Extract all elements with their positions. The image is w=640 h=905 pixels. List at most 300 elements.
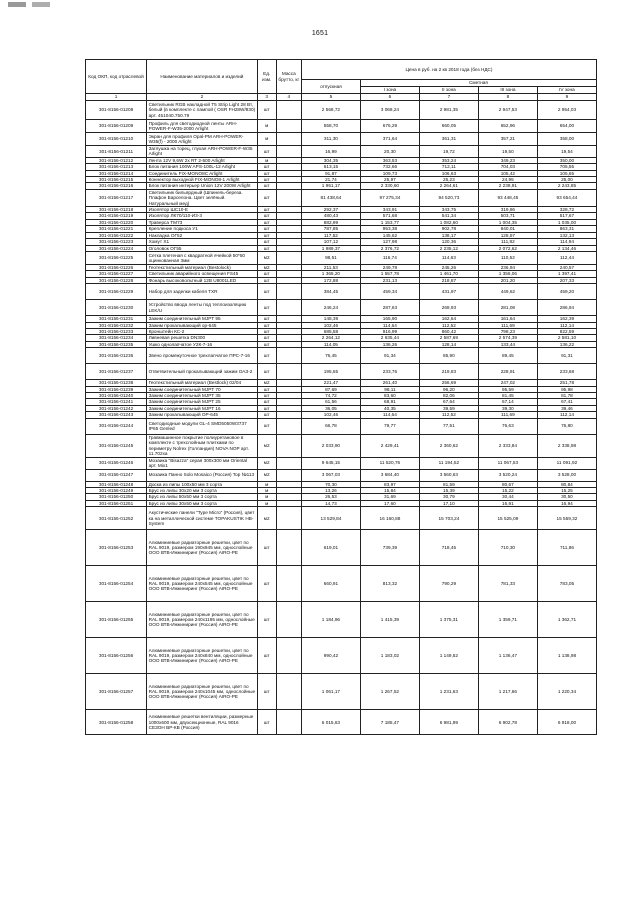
price-release: 91,87 — [301, 170, 360, 176]
item-name: Ушко однолапчатое У2К-7-16 — [147, 341, 258, 347]
item-name: Звено промежуточное трехлапчатое ПРС-7-16 — [147, 348, 258, 364]
item-mass — [276, 638, 301, 674]
price-zone-4: 459,20 — [537, 284, 596, 300]
item-unit: шт — [257, 328, 276, 334]
price-zone-4: 3 528,00 — [537, 469, 596, 481]
price-zone-3: 1 356,06 — [478, 271, 537, 277]
price-zone-2: 2 587,69 — [419, 335, 478, 341]
item-code: 301-8156-01228 — [86, 277, 147, 283]
item-unit: шт — [257, 530, 276, 566]
price-release: 384,45 — [301, 284, 360, 300]
price-zone-3: 710,30 — [478, 530, 537, 566]
price-zone-4: 240,57 — [537, 264, 596, 270]
item-mass — [276, 101, 301, 120]
price-zone-3: 840,01 — [478, 226, 537, 232]
price-zone-1: 676,29 — [360, 120, 419, 133]
item-name: Блок питания интерьер Union 12V 200W Arlight — [147, 183, 258, 189]
price-table — [85, 59, 597, 735]
price-zone-2: 2 264,61 — [419, 183, 478, 189]
price-zone-1: 3 684,40 — [360, 469, 419, 481]
price-zone-2: 82,06 — [419, 392, 478, 398]
price-zone-1: 165,90 — [360, 316, 419, 322]
price-zone-3: 6 902,78 — [478, 710, 537, 735]
price-release: 882,99 — [301, 219, 360, 225]
item-code: 301-8156-01240 — [86, 392, 147, 398]
item-code: 301-8156-01208 — [86, 101, 147, 120]
price-release: 1 365,20 — [301, 271, 360, 277]
table-row — [86, 710, 597, 735]
price-zone-2: 218,87 — [419, 277, 478, 283]
price-zone-4: 2 243,85 — [537, 183, 596, 189]
item-unit: м — [257, 133, 276, 146]
price-zone-4: 863,31 — [537, 226, 596, 232]
price-zone-4: 112,14 — [537, 412, 596, 418]
price-zone-2: 353,24 — [419, 157, 478, 163]
item-unit: шт — [257, 271, 276, 277]
price-release: 1 061,17 — [301, 674, 360, 710]
price-zone-4: 822,59 — [537, 328, 596, 334]
price-zone-3: 89,45 — [478, 348, 537, 364]
price-zone-3: 2 947,53 — [478, 101, 537, 120]
price-zone-3: 161,64 — [478, 316, 537, 322]
item-name: Акустические панели "Type Micro" (Россия), цвет ка на металлической системе TOPAKUSTIK HB-System — [147, 507, 258, 530]
item-unit: шт — [257, 207, 276, 213]
price-zone-2: 245,26 — [419, 264, 478, 270]
item-unit: м2 — [257, 251, 276, 264]
price-zone-1: 953,38 — [360, 226, 419, 232]
price-release: 14,73 — [301, 500, 360, 506]
price-release: 2 568,72 — [301, 101, 360, 120]
price-zone-4: 93 654,44 — [537, 189, 596, 206]
price-release: 1 184,96 — [301, 602, 360, 638]
item-code: 301-8156-01239 — [86, 386, 147, 392]
item-code: 301-8156-01238 — [86, 380, 147, 386]
item-unit: шт — [257, 710, 276, 735]
item-unit: шт — [257, 226, 276, 232]
price-zone-3: 16,91 — [478, 500, 537, 506]
item-name: Светильник бильярдный (Шпинель-береза. Плафон Барселона. Цвет зелёный. Натуральный мед) — [147, 189, 258, 206]
item-unit: м — [257, 481, 276, 487]
price-zone-3: 111,82 — [478, 239, 537, 245]
item-code: 301-8156-01222 — [86, 232, 147, 238]
price-zone-1: 114,64 — [360, 322, 419, 328]
item-code: 301-8156-01224 — [86, 245, 147, 251]
price-release: 6 015,63 — [301, 710, 360, 735]
price-zone-3: 1 359,71 — [478, 602, 537, 638]
price-release: 66,78 — [301, 418, 360, 434]
price-release: 36,05 — [301, 405, 360, 411]
price-zone-1: 343,91 — [360, 207, 419, 213]
price-zone-3: 19,50 — [478, 146, 537, 158]
item-code: 301-8156-01219 — [86, 213, 147, 219]
price-zone-3: 67,14 — [478, 399, 537, 405]
price-zone-1: 127,98 — [360, 239, 419, 245]
price-zone-3: 93 448,45 — [478, 189, 537, 206]
price-zone-2: 17,10 — [419, 500, 478, 506]
item-code: 301-8156-01242 — [86, 405, 147, 411]
price-zone-2: 106,63 — [419, 170, 478, 176]
table-row — [86, 602, 597, 638]
price-zone-3: 111,69 — [478, 322, 537, 328]
item-unit: шт — [257, 189, 276, 206]
price-zone-2: 361,31 — [419, 133, 478, 146]
price-release: 619,01 — [301, 530, 360, 566]
price-zone-1: 79,77 — [360, 418, 419, 434]
price-release: 311,30 — [301, 133, 360, 146]
table-row — [86, 566, 597, 602]
price-release: 70,30 — [301, 481, 360, 487]
table-row — [86, 189, 597, 206]
table-row — [86, 638, 597, 674]
item-mass — [276, 602, 301, 638]
price-zone-1: 371,64 — [360, 133, 419, 146]
table-row — [86, 530, 597, 566]
price-zone-3: 2 072,62 — [478, 245, 537, 251]
item-code: 301-8156-01220 — [86, 219, 147, 225]
price-zone-2: 85,90 — [419, 348, 478, 364]
item-unit: м2 — [257, 264, 276, 270]
price-zone-4: 105,65 — [537, 170, 596, 176]
price-zone-3: 201,20 — [478, 277, 537, 283]
item-unit: м2 — [257, 380, 276, 386]
item-unit: м — [257, 488, 276, 494]
header-unit: Ед. изм. — [257, 60, 276, 94]
item-code: 301-8156-01251 — [86, 500, 147, 506]
item-unit: шт — [257, 335, 276, 341]
price-zone-1: 114,64 — [360, 412, 419, 418]
price-zone-3: 11 067,53 — [478, 457, 537, 469]
item-code: 301-8156-01225 — [86, 251, 147, 264]
item-name: Светильник аварийного освещения FS45 — [147, 271, 258, 277]
price-zone-3: 2 574,39 — [478, 335, 537, 341]
item-name: Сетка плетеная с квадратной ячейкой 50*50 оцинкованная 3мм — [147, 251, 258, 264]
item-name: Траверса ТМ73 — [147, 219, 258, 225]
item-name: Зажим прокалывающий ОР-645 — [147, 412, 258, 418]
price-release: 107,12 — [301, 239, 360, 245]
price-zone-3: 1 217,66 — [478, 674, 537, 710]
price-zone-4: 15 559,32 — [537, 507, 596, 530]
item-mass — [276, 674, 301, 710]
price-release: 195,65 — [301, 364, 360, 380]
price-zone-4: 1 035,00 — [537, 219, 596, 225]
price-release: 13,26 — [301, 488, 360, 494]
price-zone-4: 81,78 — [537, 392, 596, 398]
price-zone-2: 77,51 — [419, 418, 478, 434]
item-code: 301-8156-01229 — [86, 284, 147, 300]
item-name: Зажим соединительный MJPT 95 — [147, 316, 258, 322]
price-zone-2: 219,83 — [419, 364, 478, 380]
price-zone-3: 281,08 — [478, 300, 537, 316]
price-zone-4: 711,86 — [537, 530, 596, 566]
item-code: 301-8156-01217 — [86, 189, 147, 206]
item-unit: шт — [257, 386, 276, 392]
item-code: 301-8156-01247 — [86, 469, 147, 481]
price-release: 221,47 — [301, 380, 360, 386]
item-code: 301-8156-01226 — [86, 264, 147, 270]
item-mass — [276, 434, 301, 457]
price-release: 2 033,90 — [301, 434, 360, 457]
item-name: Изолятор ШС10-Е — [147, 207, 258, 213]
item-name: Брус из липы 30х50 мм 3 сорта — [147, 500, 258, 506]
table-row — [86, 507, 597, 530]
price-zone-4: 136,22 — [537, 341, 596, 347]
price-zone-4: 328,72 — [537, 207, 596, 213]
item-unit: шт — [257, 245, 276, 251]
item-unit: шт — [257, 146, 276, 158]
table-row — [86, 674, 597, 710]
price-zone-2: 902,78 — [419, 226, 478, 232]
col-number: 3 — [257, 94, 276, 101]
price-zone-3: 652,96 — [478, 120, 537, 133]
price-zone-2: 2 360,62 — [419, 434, 478, 457]
item-name: Мозаика "Bisazza" серая 300х300 мм Oriental арт. Mix1 — [147, 457, 258, 469]
price-zone-1: 25,97 — [360, 177, 419, 183]
price-zone-1: 287,63 — [360, 300, 419, 316]
item-name: Мозаика Панно Solo Mosaico (Россия) Top №113 — [147, 469, 258, 481]
item-name: Крепление подкоса У1 — [147, 226, 258, 232]
table-row — [86, 133, 597, 146]
item-name: Оголовок ОГ55 — [147, 245, 258, 251]
price-zone-2: 1 375,31 — [419, 602, 478, 638]
price-zone-3: 128,57 — [478, 232, 537, 238]
item-name: Кронштейн КС-2 — [147, 328, 258, 334]
item-unit: шт — [257, 164, 276, 170]
price-zone-3: 110,52 — [478, 251, 537, 264]
item-name: Зажим соединительный MJPT 16 — [147, 405, 258, 411]
price-zone-3: 133,44 — [478, 341, 537, 347]
price-zone-1: 83,60 — [360, 392, 419, 398]
price-zone-3: 247,02 — [478, 380, 537, 386]
item-code: 301-8156-01250 — [86, 494, 147, 500]
item-unit: м2 — [257, 434, 276, 457]
item-mass — [276, 418, 301, 434]
item-name: Коннектор выходной FIX-MONO8-1 Arlight — [147, 177, 258, 183]
price-zone-3: 781,33 — [478, 566, 537, 602]
item-name: Ответвительный прокалывающий зажим ОАЗ-2 — [147, 364, 258, 380]
item-name: Гравмашинное покрытие полиуретановое в комплекте с трехслойным плитками по периметру Nolrex (Голландия) NOVA NOP арт. 11.702xa — [147, 434, 258, 457]
item-unit: шт — [257, 284, 276, 300]
price-zone-2: 138,17 — [419, 232, 478, 238]
item-name: Зажим прокалывающий ор-645 — [147, 322, 258, 328]
price-zone-1: 91,34 — [360, 348, 419, 364]
price-zone-2: 120,36 — [419, 239, 478, 245]
price-zone-1: 1 183,02 — [360, 638, 419, 674]
item-name: Геотекстильный материал (Bestlock) 02/04 — [147, 380, 258, 386]
table-row — [86, 364, 597, 380]
item-name: Хомут Х1 — [147, 239, 258, 245]
item-mass — [276, 507, 301, 530]
price-zone-1: 459,34 — [360, 284, 419, 300]
item-unit: шт — [257, 418, 276, 434]
item-code: 301-8156-01221 — [86, 226, 147, 232]
price-zone-1: 1 415,39 — [360, 602, 419, 638]
item-unit: м2 — [257, 507, 276, 530]
price-release: 16,99 — [301, 146, 360, 158]
price-zone-1: 15,84 — [360, 488, 419, 494]
item-unit: шт — [257, 239, 276, 245]
item-unit: м2 — [257, 457, 276, 469]
price-zone-3: 111,69 — [478, 412, 537, 418]
price-zone-2: 15 703,24 — [419, 507, 478, 530]
price-zone-2: 256,69 — [419, 380, 478, 386]
price-zone-2: 2 981,35 — [419, 101, 478, 120]
price-zone-3: 1 136,47 — [478, 638, 537, 674]
price-zone-2: 712,11 — [419, 164, 478, 170]
item-unit: м — [257, 157, 276, 163]
header-zone-2: II зона — [419, 87, 478, 94]
price-zone-3: 1 004,35 — [478, 219, 537, 225]
price-zone-1: 231,13 — [360, 277, 419, 283]
table-row — [86, 418, 597, 434]
price-zone-3: 236,94 — [478, 264, 537, 270]
header-code: Код ОКП, код отраслевой — [86, 60, 147, 94]
price-zone-1: 83,97 — [360, 481, 419, 487]
price-release: 148,39 — [301, 316, 360, 322]
item-unit: шт — [257, 322, 276, 328]
item-code: 301-8156-01248 — [86, 481, 147, 487]
price-zone-1: 3 068,24 — [360, 101, 419, 120]
price-zone-4: 95,98 — [537, 386, 596, 392]
item-code: 301-8156-01235 — [86, 341, 147, 347]
price-zone-3: 81,45 — [478, 392, 537, 398]
item-code: 301-8156-01257 — [86, 674, 147, 710]
item-code: 301-8156-01237 — [86, 364, 147, 380]
price-zone-1: 97 275,34 — [360, 189, 419, 206]
item-mass — [276, 120, 301, 133]
item-code: 301-8156-01255 — [86, 602, 147, 638]
price-zone-3: 80,67 — [478, 481, 537, 487]
item-unit: шт — [257, 341, 276, 347]
price-zone-2: 1 461,70 — [419, 271, 478, 277]
price-zone-4: 705,55 — [537, 164, 596, 170]
item-code: 301-8156-01215 — [86, 177, 147, 183]
price-zone-1: 2 429,41 — [360, 434, 419, 457]
price-zone-1: 249,78 — [360, 264, 419, 270]
col-number: 9 — [537, 94, 596, 101]
price-zone-1: 1 267,52 — [360, 674, 419, 710]
price-zone-4: 76,80 — [537, 418, 596, 434]
price-zone-4: 162,39 — [537, 316, 596, 322]
item-code: 301-8156-01218 — [86, 207, 147, 213]
col-number: 1 — [86, 94, 147, 101]
price-release: 102,46 — [301, 412, 360, 418]
item-code: 301-8156-01232 — [86, 322, 147, 328]
price-zone-2: 94 520,73 — [419, 189, 478, 206]
price-release: 3 067,03 — [301, 469, 360, 481]
price-zone-1: 31,69 — [360, 494, 419, 500]
price-zone-3: 2 238,91 — [478, 183, 537, 189]
price-zone-4: 1 397,41 — [537, 271, 596, 277]
item-unit: м — [257, 120, 276, 133]
price-zone-1: 2 376,72 — [360, 245, 419, 251]
price-zone-4: 251,78 — [537, 380, 596, 386]
item-unit: шт — [257, 232, 276, 238]
price-zone-3: 357,21 — [478, 133, 537, 146]
price-zone-3: 319,86 — [478, 207, 537, 213]
item-unit: шт — [257, 602, 276, 638]
price-zone-3: 798,23 — [478, 328, 537, 334]
price-zone-1: 17,60 — [360, 500, 419, 506]
price-release: 76,45 — [301, 348, 360, 364]
item-name: Накладка ОГ52 — [147, 232, 258, 238]
price-zone-4: 1 220,34 — [537, 674, 596, 710]
price-zone-2: 11 194,52 — [419, 457, 478, 469]
price-release: 304,35 — [301, 157, 360, 163]
price-zone-4: 783,05 — [537, 566, 596, 602]
page-number: 1651 — [311, 30, 329, 37]
item-unit: шт — [257, 219, 276, 225]
header-release: отпускная — [301, 80, 360, 94]
item-name: Зажим соединительный MJPT 35 — [147, 392, 258, 398]
item-code: 301-8156-01236 — [86, 348, 147, 364]
item-name: Соединитель FIX-MONO8C Arlight — [147, 170, 258, 176]
item-mass — [276, 530, 301, 566]
price-zone-4: 2 581,10 — [537, 335, 596, 341]
item-unit: шт — [257, 674, 276, 710]
item-unit: м2 — [257, 469, 276, 481]
price-zone-4: 15,25 — [537, 488, 596, 494]
price-zone-4: 207,33 — [537, 277, 596, 283]
item-unit: шт — [257, 213, 276, 219]
price-zone-1: 68,91 — [360, 399, 419, 405]
item-mass — [276, 189, 301, 206]
price-zone-3: 349,23 — [478, 157, 537, 163]
item-name: Изолятор ЛК70/110-И3-3 — [147, 213, 258, 219]
item-mass — [276, 300, 301, 316]
price-zone-3: 2 333,84 — [478, 434, 537, 457]
column-number-row — [86, 94, 597, 101]
price-zone-4: 25,00 — [537, 177, 596, 183]
price-release: 98,51 — [301, 251, 360, 264]
item-unit: шт — [257, 170, 276, 176]
price-zone-1: 233,76 — [360, 364, 419, 380]
item-name: Алюминиевые радиаторные решетки, цвет по RAL 9019, размером 240х1195 мм, однослойные ООО ВТВ-Инжиниринг (Россия) AIRO-PE — [147, 602, 258, 638]
item-code: 301-8156-01241 — [86, 399, 147, 405]
price-zone-1: 98,11 — [360, 386, 419, 392]
item-code: 301-8156-01216 — [86, 183, 147, 189]
item-code: 301-8156-01223 — [86, 239, 147, 245]
item-code: 301-8156-01256 — [86, 638, 147, 674]
item-unit: шт — [257, 300, 276, 316]
item-unit: м — [257, 500, 276, 506]
item-name: Зажим соединительный MJPT 70 — [147, 386, 258, 392]
price-zone-2: 860,42 — [419, 328, 478, 334]
price-zone-4: 132,13 — [537, 232, 596, 238]
price-release: 172,88 — [301, 277, 360, 283]
price-zone-4: 286,94 — [537, 300, 596, 316]
item-code: 301-8156-01227 — [86, 271, 147, 277]
table-row — [86, 101, 597, 120]
item-code: 301-8156-01211 — [86, 146, 147, 158]
col-number: 2 — [147, 94, 258, 101]
price-zone-3: 503,71 — [478, 213, 537, 219]
table-row — [86, 348, 597, 364]
item-unit: шт — [257, 177, 276, 183]
price-zone-4: 517,67 — [537, 213, 596, 219]
price-zone-2: 67,64 — [419, 399, 478, 405]
price-zone-4: 2 134,46 — [537, 245, 596, 251]
header-zone-1: I зона — [360, 87, 419, 94]
price-zone-3: 15 525,09 — [478, 507, 537, 530]
item-name: Алюминиевые радиаторные решетки, цвет по RAL 9019, размером 240х1045 мм, однослойные ООО ВТВ-Инжиниринг (Россия) AIRO-PE — [147, 674, 258, 710]
item-code: 301-8156-01213 — [86, 164, 147, 170]
price-zone-2: 162,64 — [419, 316, 478, 322]
item-mass — [276, 457, 301, 469]
price-zone-3: 449,62 — [478, 284, 537, 300]
price-release: 990,42 — [301, 638, 360, 674]
table-row — [86, 469, 597, 481]
price-zone-1: 2 635,44 — [360, 335, 419, 341]
